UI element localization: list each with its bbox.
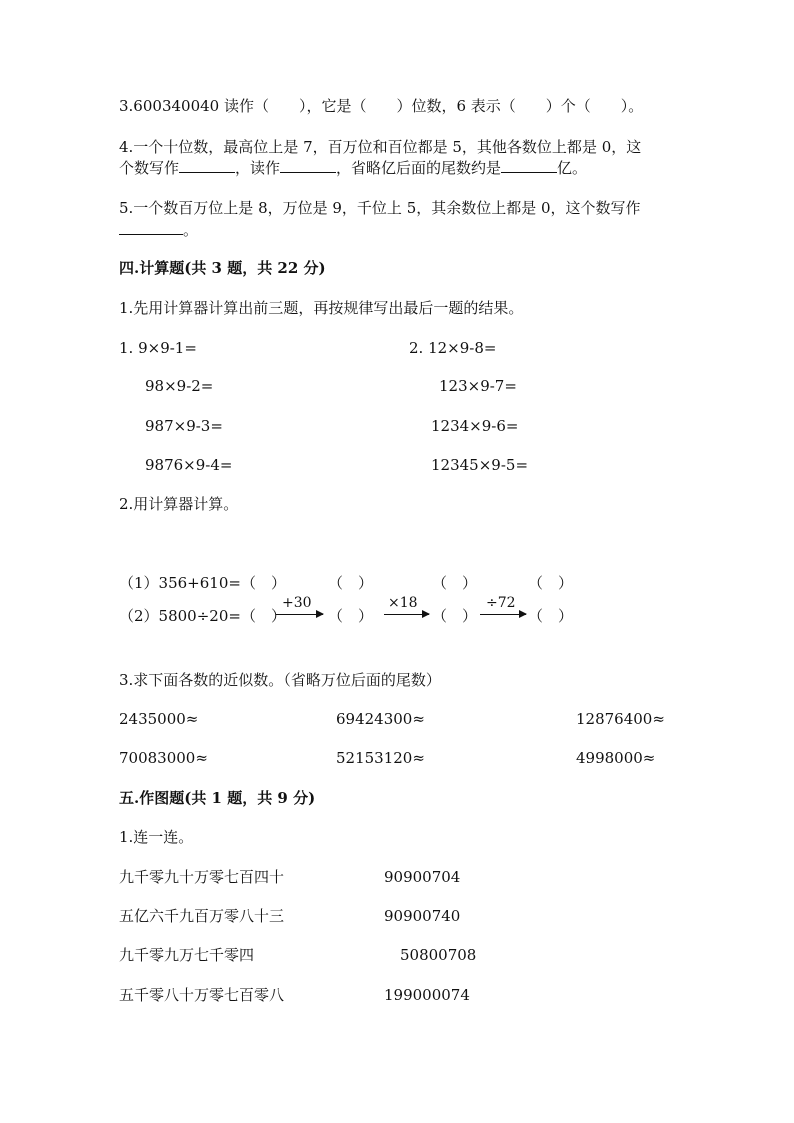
question-4-part1: 个数写作 xyxy=(119,159,180,177)
approx-item: 69424300≈ xyxy=(336,710,425,728)
calc-left-4: 9876×9-4= xyxy=(145,456,233,474)
match-right-item[interactable]: 199000074 xyxy=(384,986,470,1004)
problem-4-3-intro: 3.求下面各数的近似数。（省略万位后面的尾数） xyxy=(119,671,441,689)
approx-item: 4998000≈ xyxy=(576,749,656,767)
flow-row-1-paren: （ ） xyxy=(432,574,478,592)
match-left-item[interactable]: 九千零九十万零七百四十 xyxy=(119,868,285,886)
problem-4-1-intro: 1.先用计算器计算出前三题，再按规律写出最后一题的结果。 xyxy=(119,299,524,317)
flow-op-plus: +30 xyxy=(282,595,312,611)
calc-right-2: 123×9-7= xyxy=(439,377,517,395)
flow-row-2-label: （2）5800÷20=（ ） xyxy=(119,607,286,625)
question-4-part4: 亿。 xyxy=(557,159,588,177)
answer-blank[interactable] xyxy=(179,158,235,173)
calc-right-1: 2. 12×9-8= xyxy=(409,339,497,357)
question-4-part3: ，省略亿后面的尾数约是 xyxy=(336,159,502,177)
approx-item: 12876400≈ xyxy=(576,710,665,728)
flow-row-1-label: （1）356+610=（ ） xyxy=(119,574,286,592)
match-right-item[interactable]: 90900704 xyxy=(384,868,461,886)
match-right-item[interactable]: 50800708 xyxy=(400,946,477,964)
problem-4-2-intro: 2.用计算器计算。 xyxy=(119,495,239,513)
section-4-heading: 四.计算题(共 3 题，共 22 分) xyxy=(119,259,326,277)
calc-left-3: 987×9-3= xyxy=(145,417,223,435)
flow-arrow xyxy=(384,614,429,615)
match-left-item[interactable]: 九千零九万七千零四 xyxy=(119,946,255,964)
flow-arrow xyxy=(480,614,526,615)
question-4-line1: 4.一个十位数，最高位上是 7，百万位和百位都是 5，其他各数位上都是 0，这 xyxy=(119,138,642,156)
calc-right-4: 12345×9-5= xyxy=(431,456,529,474)
match-left-item[interactable]: 五千零八十万零七百零八 xyxy=(119,986,285,1004)
question-5-line2 xyxy=(119,220,198,240)
question-4-line2 xyxy=(119,158,587,178)
calc-left-2: 98×9-2= xyxy=(145,377,214,395)
approx-item: 70083000≈ xyxy=(119,749,208,767)
approx-item: 2435000≈ xyxy=(119,710,199,728)
approx-item: 52153120≈ xyxy=(336,749,425,767)
answer-blank[interactable] xyxy=(280,158,336,173)
calc-right-3: 1234×9-6= xyxy=(431,417,519,435)
flow-op-times: ×18 xyxy=(388,595,418,611)
flow-op-divide: ÷72 xyxy=(486,595,516,611)
match-right-item[interactable]: 90900740 xyxy=(384,907,461,925)
question-5-end: 。 xyxy=(183,221,199,239)
flow-row-2-paren: （ ） xyxy=(328,607,374,625)
flow-row-1-paren: （ ） xyxy=(528,574,574,592)
section-5-heading: 五.作图题(共 1 题，共 9 分) xyxy=(119,789,316,807)
question-3-text: 3.600340040 读作（ ），它是（ ）位数，6 表示（ ）个（ ）。 xyxy=(119,97,644,115)
problem-5-1-intro: 1.连一连。 xyxy=(119,828,194,846)
flow-arrow xyxy=(276,614,323,615)
flow-row-2-paren: （ ） xyxy=(432,607,478,625)
flow-row-2-paren: （ ） xyxy=(528,607,574,625)
answer-blank[interactable] xyxy=(501,158,557,173)
question-4-part2: ，读作 xyxy=(235,159,281,177)
match-left-item[interactable]: 五亿六千九百万零八十三 xyxy=(119,907,285,925)
answer-blank[interactable] xyxy=(119,220,183,235)
question-5-line1: 5.一个数百万位上是 8，万位是 9，千位上 5，其余数位上都是 0，这个数写作 xyxy=(119,199,641,217)
flow-row-1-paren: （ ） xyxy=(328,574,374,592)
calc-left-1: 1. 9×9-1= xyxy=(119,339,197,357)
